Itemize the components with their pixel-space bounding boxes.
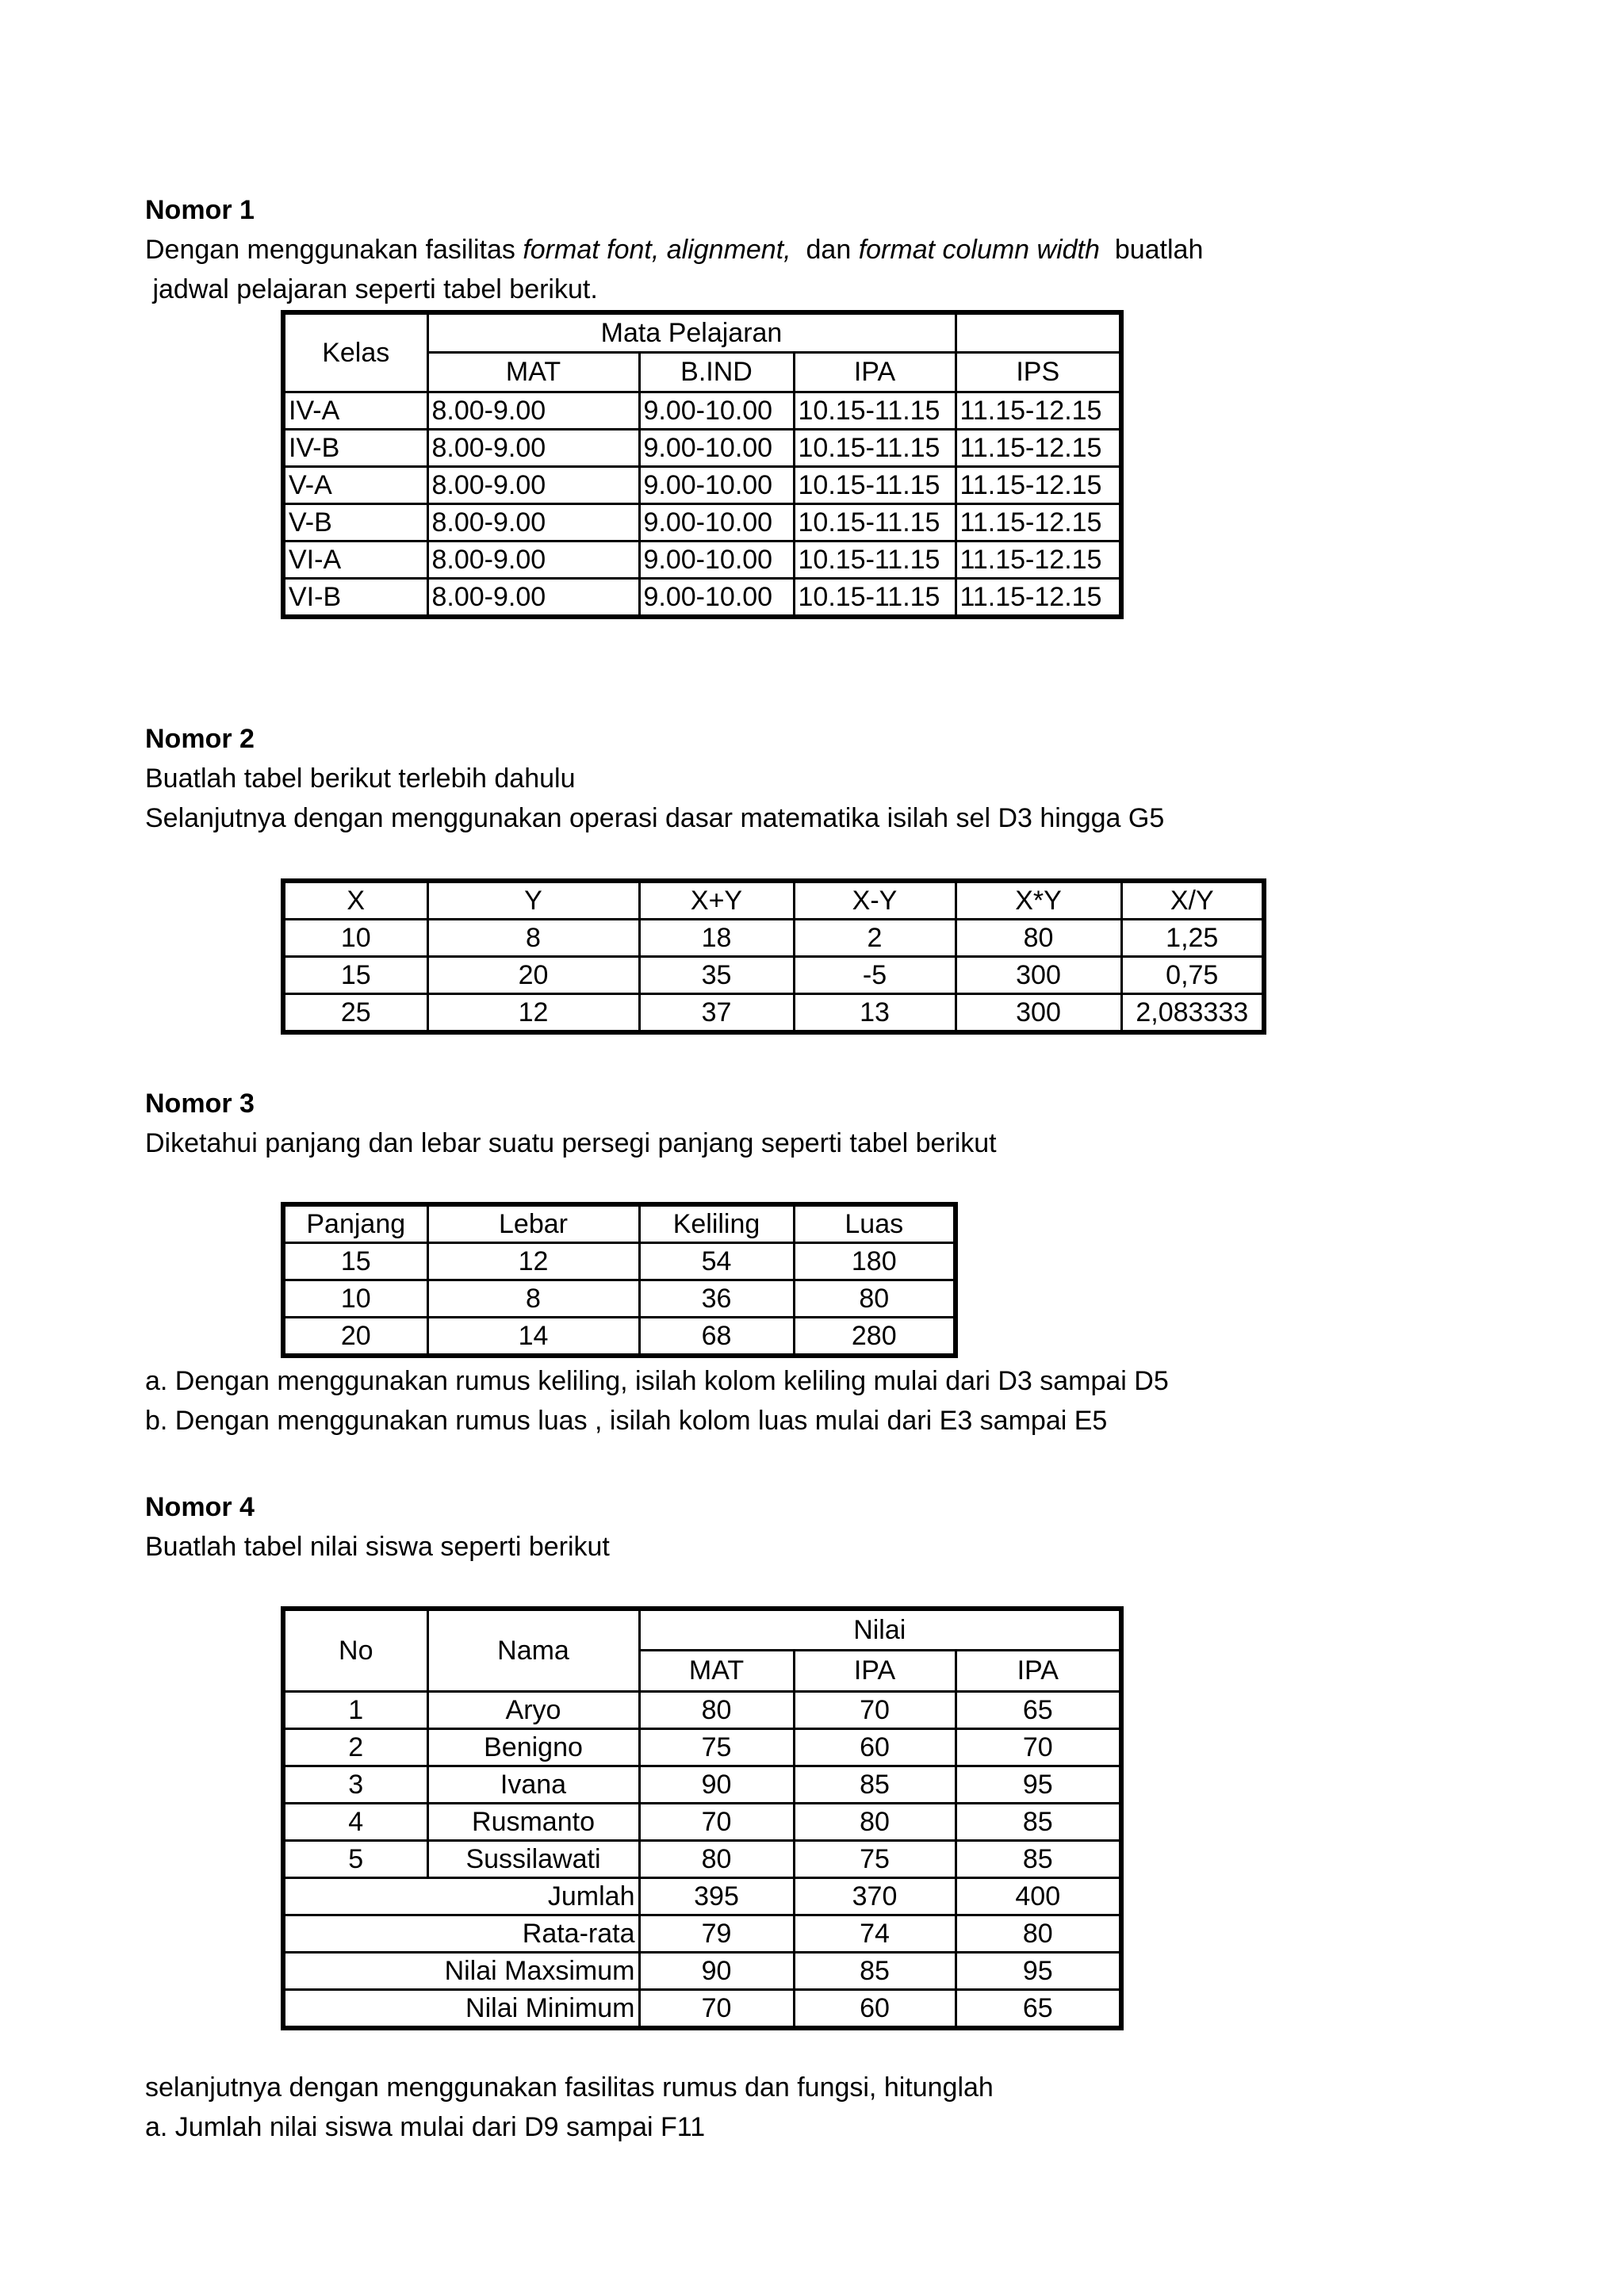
- cell: V-B: [283, 503, 427, 541]
- cell: 4: [283, 1803, 427, 1840]
- cell: 18: [639, 920, 794, 957]
- cell: 9.00-10.00: [639, 578, 794, 617]
- cell: 1,25: [1121, 920, 1264, 957]
- header-mata-pelajaran: Mata Pelajaran: [427, 312, 956, 353]
- cell: 300: [956, 994, 1121, 1033]
- cell: 75: [639, 1728, 794, 1766]
- cell: 20: [283, 1318, 427, 1357]
- table-row: [283, 541, 1121, 578]
- cell: 90: [639, 1766, 794, 1803]
- cell: 1: [283, 1691, 427, 1728]
- cell: 8.00-9.00: [427, 466, 639, 503]
- table-row: [283, 1691, 1121, 1728]
- cell: 9.00-10.00: [639, 466, 794, 503]
- cell: 10.15-11.15: [794, 429, 956, 466]
- cell: 10.15-11.15: [794, 541, 956, 578]
- cell: 70: [956, 1728, 1121, 1766]
- header-subject: IPA: [956, 1651, 1121, 1691]
- table-row: [283, 1840, 1121, 1877]
- cell: 36: [639, 1280, 794, 1318]
- table-row: [283, 392, 1121, 429]
- nomor-4-instruction-line1: Buatlah tabel nilai siswa seperti berikut: [145, 1532, 610, 1562]
- summary-row: [283, 1877, 1121, 1915]
- table-row: [283, 1318, 956, 1357]
- cell: 10.15-11.15: [794, 578, 956, 617]
- nomor-1-instruction-line2: jadwal pelajaran seperti tabel berikut.: [145, 274, 598, 304]
- cell: 0,75: [1121, 957, 1264, 994]
- cell: 395: [639, 1877, 794, 1915]
- cell: 79: [639, 1915, 794, 1952]
- cell: 35: [639, 957, 794, 994]
- cell: 54: [639, 1243, 794, 1280]
- cell: V-A: [283, 466, 427, 503]
- nomor-2-instruction-line1: Buatlah tabel berikut terlebih dahulu: [145, 763, 576, 794]
- nomor-3-instruction-line1: Diketahui panjang dan lebar suatu persegi panjang seperti tabel berikut: [145, 1128, 997, 1158]
- cell: 11.15-12.15: [956, 466, 1121, 503]
- cell: 9.00-10.00: [639, 429, 794, 466]
- cell: 95: [956, 1766, 1121, 1803]
- cell: 400: [956, 1877, 1121, 1915]
- cell: 85: [956, 1803, 1121, 1840]
- cell: Ivana: [427, 1766, 639, 1803]
- cell: IV-A: [283, 392, 427, 429]
- cell: 85: [794, 1952, 956, 1989]
- header-no: No: [283, 1609, 427, 1691]
- table-row: [283, 1803, 1121, 1840]
- cell: 74: [794, 1915, 956, 1952]
- cell: 85: [794, 1766, 956, 1803]
- cell: 9.00-10.00: [639, 503, 794, 541]
- summary-label: Nilai Maxsimum: [283, 1952, 639, 1989]
- cell: 11.15-12.15: [956, 429, 1121, 466]
- table-row: [283, 957, 1264, 994]
- summary-label: Rata-rata: [283, 1915, 639, 1952]
- header-cell: Keliling: [639, 1204, 794, 1243]
- cell: 15: [283, 957, 427, 994]
- header-cell: X-Y: [794, 881, 956, 920]
- math-operations-table: [281, 878, 1266, 1035]
- cell: 65: [956, 1691, 1121, 1728]
- cell: Aryo: [427, 1691, 639, 1728]
- cell: Benigno: [427, 1728, 639, 1766]
- nomor-3-note-a: a. Dengan menggunakan rumus keliling, isilah kolom keliling mulai dari D3 sampai D5: [145, 1366, 1169, 1396]
- cell: 90: [639, 1952, 794, 1989]
- cell: 80: [956, 1915, 1121, 1952]
- rectangle-table: [281, 1202, 958, 1358]
- cell: 70: [794, 1691, 956, 1728]
- cell: 80: [639, 1691, 794, 1728]
- table-row: [283, 920, 1264, 957]
- cell: 80: [956, 920, 1121, 957]
- cell: 12: [427, 994, 639, 1033]
- table-row: [283, 503, 1121, 541]
- cell: 8.00-9.00: [427, 578, 639, 617]
- table-row: [283, 578, 1121, 617]
- header-nama: Nama: [427, 1609, 639, 1691]
- cell: 20: [427, 957, 639, 994]
- cell: 80: [639, 1840, 794, 1877]
- cell: 9.00-10.00: [639, 392, 794, 429]
- nomor-3-note-b: b. Dengan menggunakan rumus luas , isilah kolom luas mulai dari E3 sampai E5: [145, 1406, 1108, 1436]
- student-grades-table: [281, 1606, 1124, 2030]
- nomor-4-heading: Nomor 4: [145, 1492, 255, 1522]
- cell: 60: [794, 1989, 956, 2028]
- header-empty-cell: [956, 312, 1121, 353]
- cell: 70: [639, 1989, 794, 2028]
- cell: Rusmanto: [427, 1803, 639, 1840]
- header-nilai: Nilai: [639, 1609, 1121, 1651]
- cell: 68: [639, 1318, 794, 1357]
- header-cell: X/Y: [1121, 881, 1264, 920]
- header-cell: Lebar: [427, 1204, 639, 1243]
- nomor-2-instruction-line2: Selanjutnya dengan menggunakan operasi dasar matematika isilah sel D3 hingga G5: [145, 803, 1165, 833]
- header-cell: Y: [427, 881, 639, 920]
- cell: 370: [794, 1877, 956, 1915]
- table-row: [283, 466, 1121, 503]
- cell: 2: [283, 1728, 427, 1766]
- cell: 10.15-11.15: [794, 503, 956, 541]
- cell: 75: [794, 1840, 956, 1877]
- schedule-table: [281, 310, 1124, 619]
- cell: 11.15-12.15: [956, 578, 1121, 617]
- table-row: [283, 1728, 1121, 1766]
- cell: 9.00-10.00: [639, 541, 794, 578]
- cell: 300: [956, 957, 1121, 994]
- cell: VI-B: [283, 578, 427, 617]
- cell: 10: [283, 920, 427, 957]
- cell: 2,083333: [1121, 994, 1264, 1033]
- header-cell: Luas: [794, 1204, 956, 1243]
- nomor-4-after-line1: selanjutnya dengan menggunakan fasilitas rumus dan fungsi, hitunglah: [145, 2072, 994, 2103]
- cell: 8: [427, 920, 639, 957]
- table-row: [283, 1280, 956, 1318]
- cell: 3: [283, 1766, 427, 1803]
- header-cell: X+Y: [639, 881, 794, 920]
- header-subject: B.IND: [639, 353, 794, 392]
- cell: 95: [956, 1952, 1121, 1989]
- cell: 8: [427, 1280, 639, 1318]
- cell: 8.00-9.00: [427, 429, 639, 466]
- cell: 10: [283, 1280, 427, 1318]
- cell: 280: [794, 1318, 956, 1357]
- cell: -5: [794, 957, 956, 994]
- summary-row: [283, 1989, 1121, 2028]
- nomor-3-heading: Nomor 3: [145, 1089, 255, 1119]
- cell: 37: [639, 994, 794, 1033]
- cell: 10.15-11.15: [794, 392, 956, 429]
- cell: 70: [639, 1803, 794, 1840]
- header-kelas: Kelas: [283, 312, 427, 392]
- cell: 11.15-12.15: [956, 541, 1121, 578]
- header-cell: X: [283, 881, 427, 920]
- cell: 10.15-11.15: [794, 466, 956, 503]
- summary-row: [283, 1952, 1121, 1989]
- cell: 13: [794, 994, 956, 1033]
- cell: 8.00-9.00: [427, 541, 639, 578]
- cell: 85: [956, 1840, 1121, 1877]
- table-row: [283, 994, 1264, 1033]
- cell: 11.15-12.15: [956, 392, 1121, 429]
- summary-label: Jumlah: [283, 1877, 639, 1915]
- cell: 65: [956, 1989, 1121, 2028]
- header-subject: IPA: [794, 353, 956, 392]
- cell: 60: [794, 1728, 956, 1766]
- cell: 8.00-9.00: [427, 392, 639, 429]
- nomor-1-instruction-line1: Dengan menggunakan fasilitas format font, alignment, dan format column width buatlah: [145, 235, 1204, 265]
- cell: 11.15-12.15: [956, 503, 1121, 541]
- cell: 12: [427, 1243, 639, 1280]
- table-row: [283, 429, 1121, 466]
- header-cell: X*Y: [956, 881, 1121, 920]
- table-row: [283, 1243, 956, 1280]
- cell: 15: [283, 1243, 427, 1280]
- cell: Sussilawati: [427, 1840, 639, 1877]
- cell: 80: [794, 1280, 956, 1318]
- cell: 180: [794, 1243, 956, 1280]
- header-cell: Panjang: [283, 1204, 427, 1243]
- nomor-2-heading: Nomor 2: [145, 724, 255, 754]
- nomor-1-heading: Nomor 1: [145, 195, 255, 225]
- cell: 80: [794, 1803, 956, 1840]
- cell: IV-B: [283, 429, 427, 466]
- table-row: [283, 1766, 1121, 1803]
- header-subject: IPS: [956, 353, 1121, 392]
- nomor-4-after-line2: a. Jumlah nilai siswa mulai dari D9 sampai F11: [145, 2112, 706, 2142]
- cell: 14: [427, 1318, 639, 1357]
- header-subject: MAT: [639, 1651, 794, 1691]
- header-subject: MAT: [427, 353, 639, 392]
- summary-row: [283, 1915, 1121, 1952]
- header-subject: IPA: [794, 1651, 956, 1691]
- cell: 2: [794, 920, 956, 957]
- cell: VI-A: [283, 541, 427, 578]
- summary-label: Nilai Minimum: [283, 1989, 639, 2028]
- cell: 25: [283, 994, 427, 1033]
- cell: 8.00-9.00: [427, 503, 639, 541]
- cell: 5: [283, 1840, 427, 1877]
